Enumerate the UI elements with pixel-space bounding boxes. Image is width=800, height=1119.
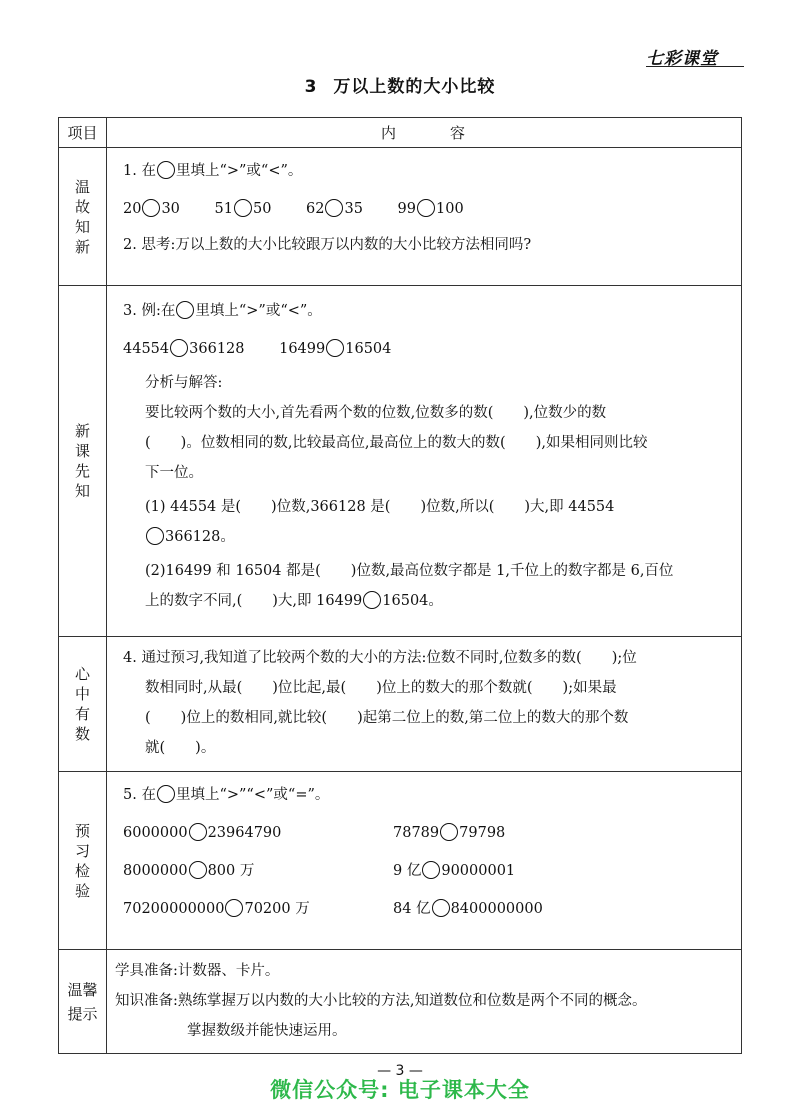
answer-circle[interactable] bbox=[170, 339, 188, 357]
question-5-suffix: 里填上“>”“<”或“=”。 bbox=[175, 787, 330, 803]
pair-left: 62 bbox=[306, 201, 325, 217]
table-header-row bbox=[59, 118, 742, 148]
analysis-line-2 bbox=[123, 428, 727, 458]
pair-left: 6000000 bbox=[123, 825, 188, 841]
section-new-lesson-content bbox=[107, 286, 742, 637]
header-item-label: 项目 bbox=[67, 124, 98, 142]
section-preview-content bbox=[107, 772, 742, 950]
analysis-line-1 bbox=[123, 398, 727, 428]
pair-right: 35 bbox=[344, 201, 363, 217]
text-segment: )位数,最高位数字都是 1,千位上的数字都是 6,百位 bbox=[350, 563, 674, 579]
text-segment: )位上的数大的那个数就( bbox=[376, 680, 533, 696]
sub-question-1-continued bbox=[123, 522, 727, 552]
answer-circle[interactable] bbox=[326, 339, 344, 357]
text-segment: )位比起,最( bbox=[272, 680, 347, 696]
question-5-row-2 bbox=[123, 852, 727, 890]
pair-right: 800 万 bbox=[207, 863, 255, 879]
pair-right: 8400000000 bbox=[450, 901, 543, 917]
brand-underline bbox=[646, 66, 744, 67]
section-tips-row bbox=[59, 950, 742, 1054]
pair-left: 70200000000 bbox=[123, 901, 225, 917]
pair-left: 8000000 bbox=[123, 863, 188, 879]
answer-circle[interactable] bbox=[142, 199, 160, 217]
header-content-cell bbox=[107, 118, 742, 148]
question-1-suffix: 里填上“>”或“<”。 bbox=[175, 163, 303, 179]
sub-question-2 bbox=[123, 556, 727, 586]
circle-icon bbox=[176, 301, 194, 319]
text-segment: )大,即 16499 bbox=[272, 593, 363, 609]
worksheet-table bbox=[58, 117, 742, 1054]
question-4-line-2 bbox=[123, 673, 727, 703]
list-item bbox=[393, 852, 663, 890]
section-mind-label-cell bbox=[59, 637, 107, 772]
section-preview-label-cell bbox=[59, 772, 107, 950]
question-3-prefix: 3. 例:在 bbox=[123, 303, 176, 319]
pair-left: 84 亿 bbox=[393, 901, 431, 917]
answer-circle[interactable] bbox=[234, 199, 252, 217]
text-segment: 数相同时,从最( bbox=[145, 680, 243, 696]
page-number: — 3 — bbox=[377, 1063, 423, 1079]
list-item bbox=[306, 194, 363, 224]
text-segment: ( bbox=[145, 710, 151, 726]
text-segment: 4. 通过预习,我知道了比较两个数的大小的方法:位数不同时,位数多的数( bbox=[123, 650, 582, 666]
brand-logo bbox=[646, 44, 744, 70]
text-segment: )。 bbox=[195, 740, 216, 756]
header-content-char-1: 内 bbox=[380, 124, 398, 142]
lesson-number: 3 bbox=[304, 77, 318, 97]
list-item bbox=[393, 890, 663, 928]
text-segment: )大,即 44554 bbox=[524, 499, 615, 515]
section-tips-label: 温馨提示 bbox=[67, 980, 98, 1023]
answer-circle[interactable] bbox=[363, 591, 381, 609]
answer-circle[interactable] bbox=[432, 899, 450, 917]
text-segment: ),如果相同则比较 bbox=[535, 435, 648, 451]
analysis-heading: 分析与解答: bbox=[145, 375, 223, 391]
pair-right: 79798 bbox=[459, 825, 506, 841]
pair-right: 100 bbox=[436, 201, 464, 217]
header-content-char-2: 容 bbox=[450, 124, 468, 142]
section-review-row bbox=[59, 148, 742, 286]
question-5 bbox=[123, 776, 727, 814]
pair-right: 23964790 bbox=[207, 825, 282, 841]
question-5-prefix: 5. 在 bbox=[123, 787, 156, 803]
question-3-suffix: 里填上“>”或“<”。 bbox=[195, 303, 322, 319]
section-mind-row bbox=[59, 637, 742, 772]
text-segment: )位数,366128 是( bbox=[271, 499, 391, 515]
list-item bbox=[215, 194, 272, 224]
text-segment: )。位数相同的数,比较最高位,最高位上的数大的数( bbox=[180, 435, 506, 451]
answer-circle[interactable] bbox=[189, 823, 207, 841]
analysis-line-3: 下一位。 bbox=[145, 465, 203, 481]
section-tips-content bbox=[107, 950, 742, 1054]
lesson-title: 万以上数的大小比较 bbox=[333, 77, 496, 97]
section-review-label-cell bbox=[59, 148, 107, 286]
answer-circle[interactable] bbox=[189, 861, 207, 879]
question-1-prefix: 1. 在 bbox=[123, 163, 156, 179]
list-item bbox=[279, 334, 391, 364]
text-segment: 上的数字不同,( bbox=[145, 593, 243, 609]
pair-left: 20 bbox=[123, 201, 142, 217]
circle-icon bbox=[157, 161, 175, 179]
list-item bbox=[123, 890, 393, 928]
text-segment: 要比较两个数的大小,首先看两个数的位数,位数多的数( bbox=[145, 405, 494, 421]
text-segment: 就( bbox=[145, 740, 166, 756]
section-preview-label: 预习检验 bbox=[74, 821, 90, 900]
pair-left: 78789 bbox=[393, 825, 440, 841]
section-new-lesson-row bbox=[59, 286, 742, 637]
section-mind-content bbox=[107, 637, 742, 772]
text-segment: 16504。 bbox=[382, 593, 443, 609]
header-item-cell bbox=[59, 118, 107, 148]
question-4-line-1 bbox=[123, 643, 727, 673]
section-preview-row bbox=[59, 772, 742, 950]
pair-right: 70200 万 bbox=[244, 901, 310, 917]
list-item bbox=[123, 814, 393, 852]
pair-right: 16504 bbox=[345, 341, 392, 357]
pair-right: 90000001 bbox=[441, 863, 516, 879]
pair-left: 44554 bbox=[123, 341, 170, 357]
list-item bbox=[123, 194, 180, 224]
list-item bbox=[393, 814, 663, 852]
list-item bbox=[123, 852, 393, 890]
question-4-line-3 bbox=[123, 703, 727, 733]
circle-icon bbox=[157, 785, 175, 803]
list-item bbox=[123, 334, 245, 364]
answer-circle[interactable] bbox=[417, 199, 435, 217]
section-mind-label: 心中有数 bbox=[74, 665, 90, 743]
page-title bbox=[0, 72, 800, 97]
pair-right: 50 bbox=[252, 201, 272, 217]
answer-circle[interactable] bbox=[146, 527, 164, 545]
text-segment: );位 bbox=[611, 650, 637, 666]
question-1 bbox=[123, 156, 727, 186]
section-review-label: 温故知新 bbox=[74, 177, 90, 256]
pair-left: 9 亿 bbox=[393, 863, 422, 879]
sub-question-2-continued bbox=[123, 586, 727, 616]
answer-circle[interactable] bbox=[225, 899, 243, 917]
text-segment: )起第二位上的数,第二位上的数大的那个数 bbox=[357, 710, 629, 726]
section-review-content bbox=[107, 148, 742, 286]
text-segment: )位数,所以( bbox=[420, 499, 495, 515]
sub-question-1 bbox=[123, 492, 727, 522]
text-segment: (2)16499 和 16504 都是( bbox=[145, 563, 321, 579]
question-3 bbox=[123, 296, 727, 326]
pair-right: 366128 bbox=[189, 341, 245, 357]
list-item bbox=[398, 194, 464, 224]
tips-line-1: 学具准备:计数器、卡片。 bbox=[115, 963, 280, 979]
tips-line-2: 知识准备:熟练掌握万以内数的大小比较的方法,知道数位和位数是两个不同的概念。 bbox=[115, 993, 647, 1009]
text-segment: );如果最 bbox=[562, 680, 617, 696]
answer-circle[interactable] bbox=[440, 823, 458, 841]
question-1-pairs bbox=[123, 194, 727, 224]
pair-right: 30 bbox=[161, 201, 180, 217]
pair-left: 51 bbox=[214, 201, 233, 217]
text-segment: 366128。 bbox=[165, 529, 235, 545]
question-5-row-1 bbox=[123, 814, 727, 852]
section-tips-label-cell bbox=[59, 950, 107, 1054]
pair-left: 16499 bbox=[279, 341, 326, 357]
question-5-row-3 bbox=[123, 890, 727, 928]
answer-circle[interactable] bbox=[325, 199, 343, 217]
answer-circle[interactable] bbox=[422, 861, 440, 879]
text-segment: (1) 44554 是( bbox=[145, 499, 242, 515]
text-segment: ),位数少的数 bbox=[523, 405, 607, 421]
question-2: 2. 思考:万以上数的大小比较跟万以内数的大小比较方法相同吗? bbox=[123, 237, 532, 253]
section-new-lesson-label-cell bbox=[59, 286, 107, 637]
question-4-line-4 bbox=[123, 733, 727, 763]
pair-left: 99 bbox=[397, 201, 416, 217]
watermark-text: 微信公众号: 电子课本大全 bbox=[270, 1078, 530, 1102]
brand-logo-text: 七彩课堂 bbox=[646, 49, 718, 69]
section-new-lesson-label: 新课先知 bbox=[74, 422, 90, 500]
text-segment: )位上的数相同,就比较( bbox=[180, 710, 328, 726]
question-3-pairs bbox=[123, 334, 727, 364]
text-segment: ( bbox=[145, 435, 151, 451]
tips-line-3: 掌握数级并能快速运用。 bbox=[187, 1023, 347, 1039]
